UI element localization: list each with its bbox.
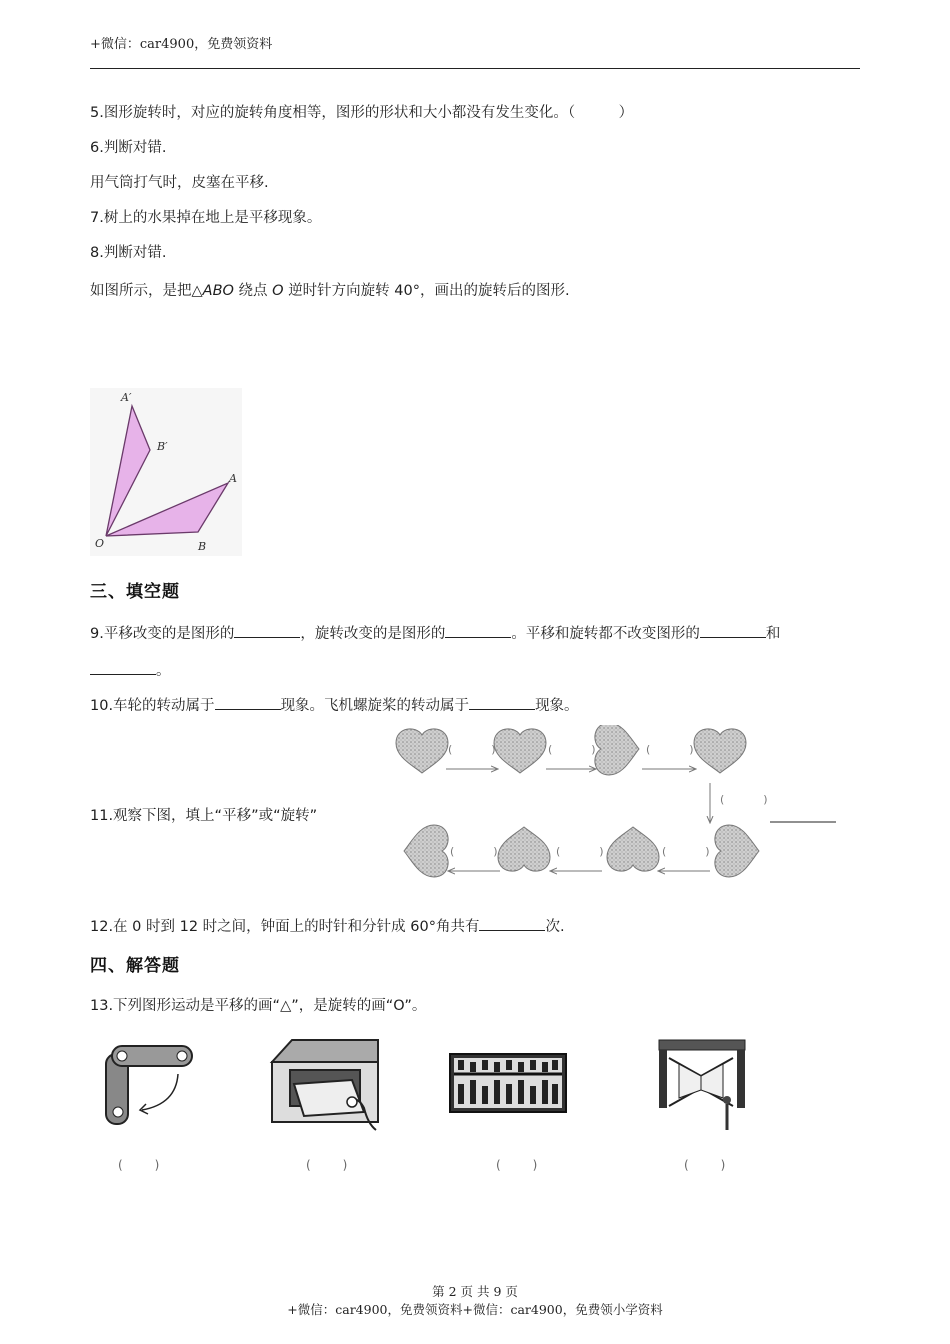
paren-1[interactable]: ( ) <box>448 743 510 756</box>
q13-paren-3[interactable]: ( ) <box>496 1158 548 1172</box>
q10-part1: 10.车轮的转动属于 <box>90 698 215 714</box>
q10-blank-2[interactable] <box>469 695 535 710</box>
label-b-prime: B′ <box>157 440 168 453</box>
heart-sequence-figure <box>390 725 840 885</box>
q8-o: O <box>272 283 284 299</box>
q10-part3: 现象。 <box>535 698 579 714</box>
question-9-line-2 <box>90 660 171 681</box>
q9-blank-1[interactable] <box>234 623 300 638</box>
question-10 <box>90 695 579 716</box>
question-8-body <box>90 281 570 301</box>
question-13: 13.下列图形运动是平移的画“△”，是旋转的画“O”。 <box>90 998 427 1014</box>
label-a: A <box>229 472 237 485</box>
question-8-title: 8.判断对错. <box>90 245 167 261</box>
heart-1 <box>396 729 448 773</box>
question-9-line-1 <box>90 623 780 644</box>
footer-promo: +微信：car4900，免费领资料+微信：car4900，免费领小学资料 <box>287 1302 663 1317</box>
q9-part2: ，旋转改变的是图形的 <box>300 626 446 642</box>
question-6-title: 6.判断对错. <box>90 140 167 156</box>
q9-blank-4[interactable] <box>90 660 156 675</box>
q12-blank[interactable] <box>479 916 545 931</box>
paren-4[interactable]: ( ) <box>720 793 782 806</box>
q13-paren-4[interactable]: ( ) <box>684 1158 736 1172</box>
section-4-heading: 四、解答题 <box>90 956 180 976</box>
paren-5[interactable]: ( ) <box>450 845 512 858</box>
q9-part4: 和 <box>765 626 781 642</box>
paren-3[interactable]: ( ) <box>646 743 708 756</box>
q10-blank-1[interactable] <box>215 695 281 710</box>
page-header-text: +微信：car4900，免费领资料 <box>90 37 273 52</box>
paren-2[interactable]: ( ) <box>548 743 610 756</box>
label-b: B <box>198 540 207 553</box>
q8-body-b: 绕点 <box>238 283 268 299</box>
q12-part2: 次. <box>545 919 565 935</box>
q8-abo: ABO <box>202 283 234 299</box>
q8-body-c: 逆时针方向旋转 40°，画出的旋转后的图形. <box>288 283 570 299</box>
question-5: 5.图形旋转时，对应的旋转角度相等，图形的形状和大小都没有发生变化。（ ） <box>90 105 634 121</box>
paren-7[interactable]: ( ) <box>662 845 724 858</box>
q8-body-a: 如图所示，是把△ <box>90 283 203 299</box>
question-12 <box>90 916 565 937</box>
q13-paren-1[interactable]: ( ) <box>118 1158 170 1172</box>
label-o: O <box>95 537 105 550</box>
section-3-heading: 三、填空题 <box>90 582 180 602</box>
abacus-translation-picture <box>448 1050 570 1116</box>
header-rule <box>90 68 860 69</box>
q9-part1: 9.平移改变的是图形的 <box>90 626 235 642</box>
page-number: 第 2 页 共 9 页 <box>432 1284 518 1299</box>
q9-part3: 。平移和旋转都不改变图形的 <box>511 626 700 642</box>
question-11: 11.观察下图，填上“平移”或“旋转” <box>90 808 318 824</box>
revolving-door-rotation-picture <box>655 1036 755 1136</box>
wrench-rotation-picture <box>100 1040 200 1130</box>
q13-paren-2[interactable]: ( ) <box>306 1158 358 1172</box>
label-a-prime: A′ <box>121 391 132 404</box>
q12-part1: 12.在 0 时到 12 时之间，钟面上的时针和分针成 60°角共有 <box>90 919 480 935</box>
q9-part5: 。 <box>156 663 171 679</box>
drawer-translation-picture <box>268 1036 383 1134</box>
paren-6[interactable]: ( ) <box>556 845 618 858</box>
question-6-body: 用气筒打气时，皮塞在平移. <box>90 175 269 191</box>
heart-5 <box>404 825 448 877</box>
question-7: 7.树上的水果掉在地上是平移现象。 <box>90 210 322 226</box>
rotation-figure <box>90 388 242 556</box>
q9-blank-3[interactable] <box>700 623 766 638</box>
q9-blank-2[interactable] <box>445 623 511 638</box>
q10-part2: 现象。飞机螺旋桨的转动属于 <box>280 698 470 714</box>
